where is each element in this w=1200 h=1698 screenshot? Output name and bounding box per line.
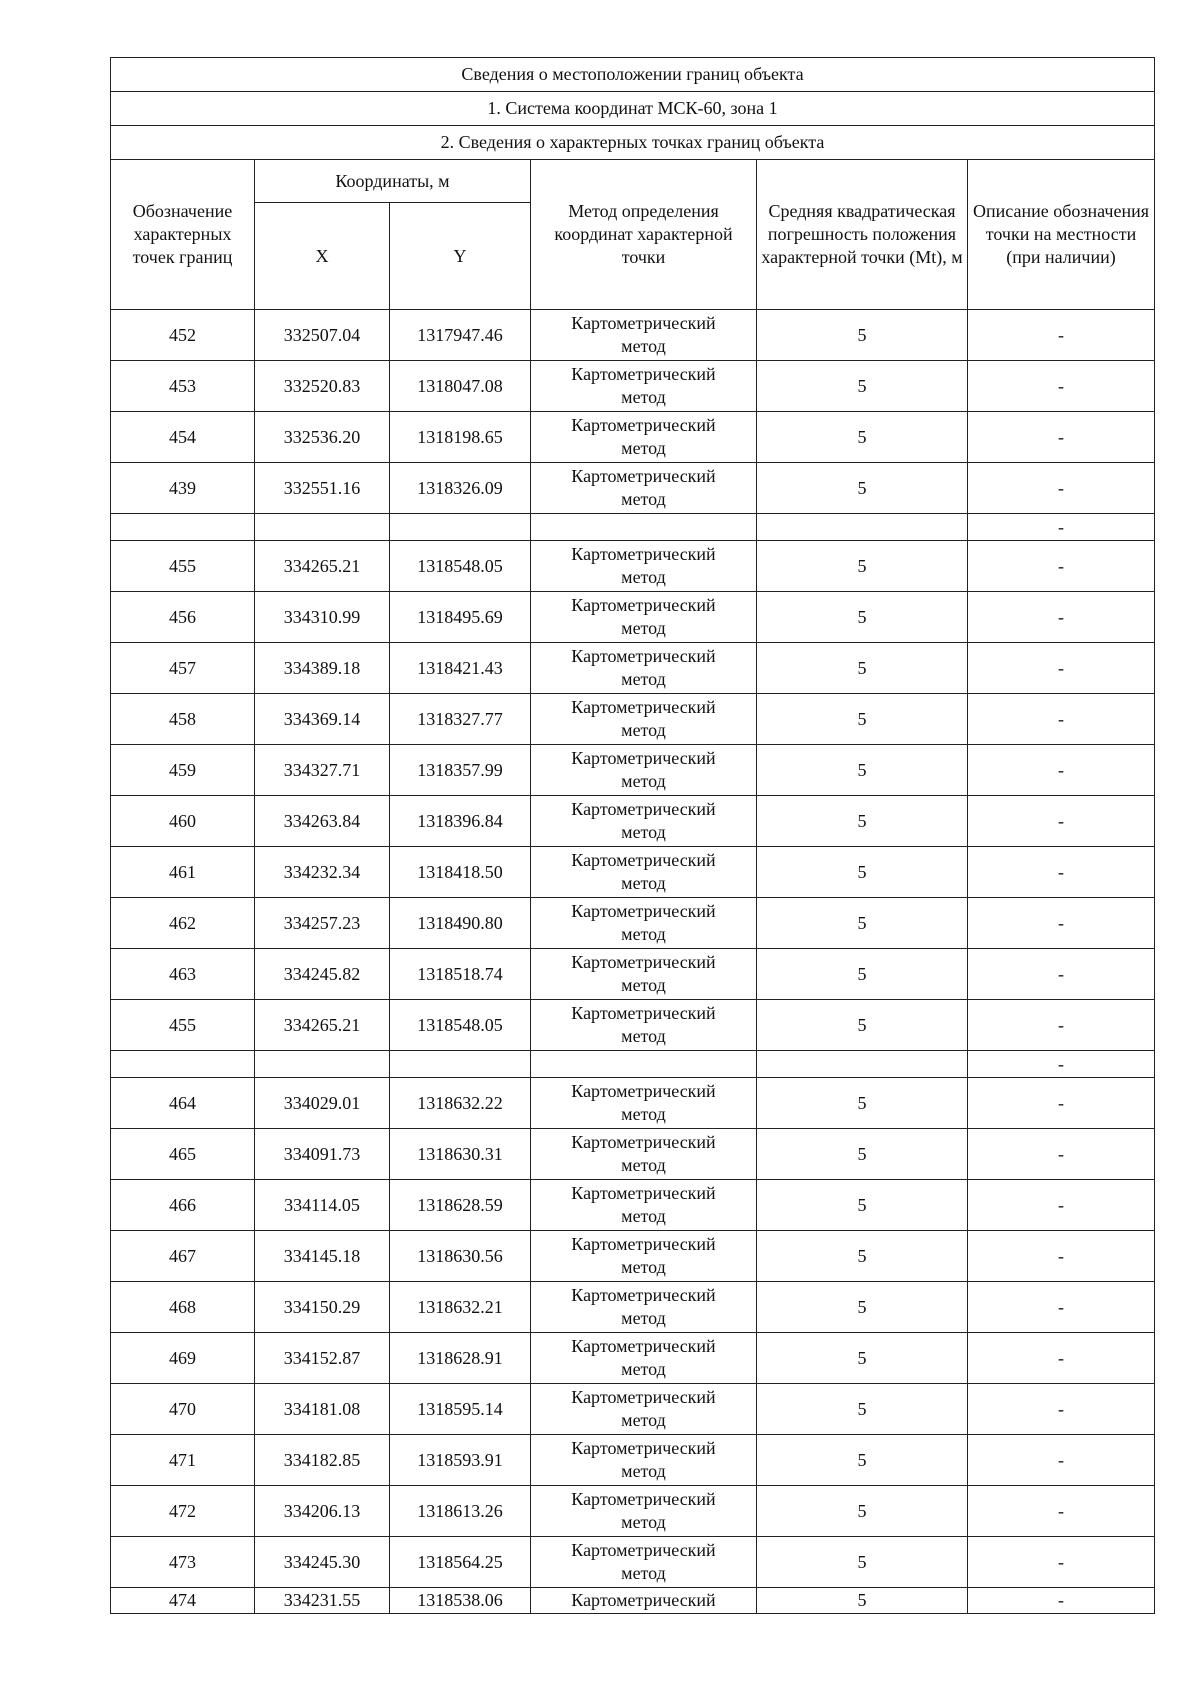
error-cell: 5 [757, 1078, 968, 1129]
coordinate-system: 1. Система координат МСК-60, зона 1 [111, 92, 1155, 126]
method-line-2: метод [621, 1410, 666, 1430]
x-cell: 334145.18 [255, 1231, 390, 1282]
point-cell: 439 [111, 463, 255, 514]
x-cell: 334182.85 [255, 1435, 390, 1486]
separator-row [111, 514, 1155, 541]
error-cell: 5 [757, 1180, 968, 1231]
method-line-2: метод [621, 669, 666, 689]
description-cell: - [968, 1000, 1155, 1051]
method-cell [531, 463, 757, 514]
header-y: Y [390, 203, 531, 310]
x-cell: 334150.29 [255, 1282, 390, 1333]
table-row [111, 949, 1155, 1000]
y-cell: 1318490.80 [390, 898, 531, 949]
method-cell [531, 1435, 757, 1486]
description-cell: - [968, 1180, 1155, 1231]
error-cell: 5 [757, 694, 968, 745]
error-cell: 5 [757, 1231, 968, 1282]
description-cell: - [968, 898, 1155, 949]
point-cell: 471 [111, 1435, 255, 1486]
method-line-2: метод [621, 1308, 666, 1328]
x-cell: 334152.87 [255, 1333, 390, 1384]
method-line-2: метод [621, 924, 666, 944]
x-cell: 334389.18 [255, 643, 390, 694]
y-cell: 1318396.84 [390, 796, 531, 847]
method-line-2: метод [621, 1104, 666, 1124]
method-line-2: метод [621, 1359, 666, 1379]
method-line-2: метод [621, 1512, 666, 1532]
x-cell: 334369.14 [255, 694, 390, 745]
point-cell: 452 [111, 310, 255, 361]
y-cell: 1318632.22 [390, 1078, 531, 1129]
y-cell: 1318593.91 [390, 1435, 531, 1486]
description-cell: - [968, 463, 1155, 514]
error-cell: 5 [757, 592, 968, 643]
y-cell: 1318538.06 [390, 1588, 531, 1614]
y-cell: 1318613.26 [390, 1486, 531, 1537]
y-cell: 1318357.99 [390, 745, 531, 796]
table-row [111, 1333, 1155, 1384]
point-cell: 461 [111, 847, 255, 898]
method-line-2: метод [621, 336, 666, 356]
empty-cell [255, 1051, 390, 1078]
method-cell [531, 1486, 757, 1537]
description-cell: - [968, 1078, 1155, 1129]
method-line-1: Картометрический [571, 313, 716, 333]
method-cell [531, 898, 757, 949]
method-line-1: Картометрический [571, 952, 716, 972]
method-line-2: метод [621, 1563, 666, 1583]
table-row [111, 1129, 1155, 1180]
x-cell: 334206.13 [255, 1486, 390, 1537]
y-cell: 1318628.91 [390, 1333, 531, 1384]
method-line-1: Картометрический [571, 595, 716, 615]
description-cell: - [968, 541, 1155, 592]
table-row [111, 643, 1155, 694]
error-cell: 5 [757, 1129, 968, 1180]
y-cell: 1318548.05 [390, 541, 531, 592]
empty-cell [531, 514, 757, 541]
point-cell: 465 [111, 1129, 255, 1180]
method-line-1: Картометрический [571, 364, 716, 384]
method-cell [531, 745, 757, 796]
description-cell: - [968, 1486, 1155, 1537]
point-cell: 457 [111, 643, 255, 694]
method-line-2: метод [621, 489, 666, 509]
error-cell: 5 [757, 361, 968, 412]
point-cell: 460 [111, 796, 255, 847]
method-line-2: метод [621, 720, 666, 740]
method-cell [531, 1282, 757, 1333]
description-cell: - [968, 1333, 1155, 1384]
table-row [111, 1078, 1155, 1129]
method-line-2: метод [621, 567, 666, 587]
table-row [111, 1537, 1155, 1588]
error-cell: 5 [757, 412, 968, 463]
x-cell: 334327.71 [255, 745, 390, 796]
point-cell: 454 [111, 412, 255, 463]
points-section-row [111, 126, 1155, 160]
point-cell: 472 [111, 1486, 255, 1537]
method-line-1: Картометрический [571, 1540, 716, 1560]
x-cell: 332536.20 [255, 412, 390, 463]
point-cell: 473 [111, 1537, 255, 1588]
y-cell: 1318326.09 [390, 463, 531, 514]
table-row [111, 1384, 1155, 1435]
method-cell [531, 1078, 757, 1129]
method-line-2: метод [621, 618, 666, 638]
separator-row [111, 1051, 1155, 1078]
y-cell: 1318518.74 [390, 949, 531, 1000]
empty-cell [390, 514, 531, 541]
y-cell: 1318564.25 [390, 1537, 531, 1588]
x-cell: 334265.21 [255, 1000, 390, 1051]
method-line-1: Картометрический [571, 415, 716, 435]
method-line-1: Картометрический [571, 799, 716, 819]
empty-cell [111, 1051, 255, 1078]
x-cell: 332551.16 [255, 463, 390, 514]
method-line-1: Картометрический [571, 1489, 716, 1509]
table-row [111, 847, 1155, 898]
error-cell: 5 [757, 541, 968, 592]
point-cell: 458 [111, 694, 255, 745]
table-row [111, 1282, 1155, 1333]
method-line-2: метод [621, 975, 666, 995]
description-cell: - [968, 643, 1155, 694]
table-row [111, 694, 1155, 745]
table-row [111, 1231, 1155, 1282]
x-cell: 334310.99 [255, 592, 390, 643]
x-cell: 334231.55 [255, 1588, 390, 1614]
method-cell [531, 412, 757, 463]
point-cell: 468 [111, 1282, 255, 1333]
method-line-2: метод [621, 1155, 666, 1175]
header-x: X [255, 203, 390, 310]
method-line-1: Картометрический [571, 901, 716, 921]
method-line-1: Картометрический [571, 1132, 716, 1152]
method-cell [531, 796, 757, 847]
title-row [111, 58, 1155, 92]
description-cell: - [968, 1588, 1155, 1614]
points-section-title: 2. Сведения о характерных точках границ объекта [111, 126, 1155, 160]
method-line-1: Картометрический [571, 1387, 716, 1407]
error-cell: 5 [757, 898, 968, 949]
method-line-2: метод [621, 1461, 666, 1481]
method-line-1: Картометрический [571, 1336, 716, 1356]
y-cell: 1318630.31 [390, 1129, 531, 1180]
description-cell: - [968, 1384, 1155, 1435]
x-cell: 334245.82 [255, 949, 390, 1000]
method-cell [531, 592, 757, 643]
method-line-1: Картометрический [571, 1285, 716, 1305]
method-line-2: метод [621, 1257, 666, 1277]
empty-cell [255, 514, 390, 541]
method-line-2: метод [621, 1206, 666, 1226]
header-point: Обозначение характерных точек границ [111, 160, 255, 310]
header-method: Метод определения координат характерной точки [531, 160, 757, 310]
description-cell: - [968, 796, 1155, 847]
error-cell: 5 [757, 310, 968, 361]
empty-cell [757, 1051, 968, 1078]
method-line-2: метод [621, 822, 666, 842]
boundary-points-table [110, 57, 1155, 1614]
x-cell: 332520.83 [255, 361, 390, 412]
empty-cell [757, 514, 968, 541]
description-cell: - [968, 514, 1155, 541]
coordinate-system-row [111, 92, 1155, 126]
method-line-1: Картометрический [571, 544, 716, 564]
error-cell: 5 [757, 463, 968, 514]
table-row [111, 412, 1155, 463]
y-cell: 1317947.46 [390, 310, 531, 361]
x-cell: 334029.01 [255, 1078, 390, 1129]
table-row [111, 1486, 1155, 1537]
table-row [111, 898, 1155, 949]
x-cell: 334245.30 [255, 1537, 390, 1588]
description-cell: - [968, 310, 1155, 361]
point-cell: 464 [111, 1078, 255, 1129]
table-row [111, 463, 1155, 514]
method-cell [531, 541, 757, 592]
point-cell: 469 [111, 1333, 255, 1384]
description-cell: - [968, 1231, 1155, 1282]
x-cell: 332507.04 [255, 310, 390, 361]
description-cell: - [968, 1282, 1155, 1333]
method-line-1: Картометрический [571, 1003, 716, 1023]
table-row [111, 1180, 1155, 1231]
x-cell: 334263.84 [255, 796, 390, 847]
description-cell: - [968, 412, 1155, 463]
x-cell: 334265.21 [255, 541, 390, 592]
error-cell: 5 [757, 1384, 968, 1435]
x-cell: 334091.73 [255, 1129, 390, 1180]
point-cell: 453 [111, 361, 255, 412]
table-row [111, 592, 1155, 643]
error-cell: 5 [757, 1588, 968, 1614]
point-cell: 463 [111, 949, 255, 1000]
error-cell: 5 [757, 745, 968, 796]
description-cell: - [968, 592, 1155, 643]
error-cell: 5 [757, 1435, 968, 1486]
y-cell: 1318327.77 [390, 694, 531, 745]
description-cell: - [968, 694, 1155, 745]
empty-cell [531, 1051, 757, 1078]
description-cell: - [968, 1129, 1155, 1180]
error-cell: 5 [757, 1333, 968, 1384]
table-row [111, 1588, 1155, 1614]
table-row [111, 361, 1155, 412]
method-line-2: метод [621, 873, 666, 893]
error-cell: 5 [757, 796, 968, 847]
point-cell: 455 [111, 541, 255, 592]
method-line-2: метод [621, 1026, 666, 1046]
header-coords: Координаты, м [255, 160, 531, 203]
method-line-1: Картометрический [571, 748, 716, 768]
point-cell: 467 [111, 1231, 255, 1282]
y-cell: 1318595.14 [390, 1384, 531, 1435]
x-cell: 334181.08 [255, 1384, 390, 1435]
table-row [111, 1000, 1155, 1051]
method-cell [531, 1180, 757, 1231]
y-cell: 1318630.56 [390, 1231, 531, 1282]
error-cell: 5 [757, 847, 968, 898]
method-line-2: метод [621, 387, 666, 407]
method-line-1: Картометрический [571, 646, 716, 666]
y-cell: 1318632.21 [390, 1282, 531, 1333]
point-cell: 462 [111, 898, 255, 949]
error-cell: 5 [757, 949, 968, 1000]
point-cell: 455 [111, 1000, 255, 1051]
header-error: Средняя квадратическая погрешность положения характерной точки (Mt), м [757, 160, 968, 310]
x-cell: 334232.34 [255, 847, 390, 898]
method-cell [531, 361, 757, 412]
point-cell: 474 [111, 1588, 255, 1614]
point-cell: 459 [111, 745, 255, 796]
description-cell: - [968, 847, 1155, 898]
y-cell: 1318495.69 [390, 592, 531, 643]
point-cell: 470 [111, 1384, 255, 1435]
header-description: Описание обозначения точки на местности (при наличии) [968, 160, 1155, 310]
error-cell: 5 [757, 1486, 968, 1537]
method-cell [531, 694, 757, 745]
method-line-1: Картометрический [571, 1183, 716, 1203]
error-cell: 5 [757, 643, 968, 694]
description-cell: - [968, 1537, 1155, 1588]
point-cell: 456 [111, 592, 255, 643]
method-cell [531, 1384, 757, 1435]
y-cell: 1318418.50 [390, 847, 531, 898]
method-line-2: метод [621, 438, 666, 458]
table-row [111, 541, 1155, 592]
description-cell: - [968, 949, 1155, 1000]
y-cell: 1318548.05 [390, 1000, 531, 1051]
method-cell [531, 1537, 757, 1588]
method-line-1: Картометрический [571, 1438, 716, 1458]
description-cell: - [968, 745, 1155, 796]
method-cell [531, 949, 757, 1000]
y-cell: 1318421.43 [390, 643, 531, 694]
y-cell: 1318047.08 [390, 361, 531, 412]
empty-cell [111, 514, 255, 541]
method-cell [531, 1000, 757, 1051]
point-cell: 466 [111, 1180, 255, 1231]
method-cell [531, 1231, 757, 1282]
error-cell: 5 [757, 1282, 968, 1333]
method-line-1: Картометрический [571, 1234, 716, 1254]
header-row [111, 160, 1155, 203]
table-title: Сведения о местоположении границ объекта [111, 58, 1155, 92]
method-line-2: метод [621, 771, 666, 791]
description-cell: - [968, 1051, 1155, 1078]
description-cell: - [968, 361, 1155, 412]
y-cell: 1318198.65 [390, 412, 531, 463]
table-row [111, 796, 1155, 847]
method-cell [531, 1588, 757, 1614]
method-cell [531, 1333, 757, 1384]
table-row [111, 310, 1155, 361]
error-cell: 5 [757, 1000, 968, 1051]
method-line-1: Картометрический [571, 466, 716, 486]
method-line-1: Картометрический [571, 1081, 716, 1101]
method-cell [531, 847, 757, 898]
method-line-1: Картометрический [571, 1590, 716, 1610]
method-cell [531, 1129, 757, 1180]
y-cell: 1318628.59 [390, 1180, 531, 1231]
method-cell [531, 643, 757, 694]
error-cell: 5 [757, 1537, 968, 1588]
x-cell: 334257.23 [255, 898, 390, 949]
table-row [111, 745, 1155, 796]
method-line-1: Картометрический [571, 850, 716, 870]
table-row [111, 1435, 1155, 1486]
method-line-1: Картометрический [571, 697, 716, 717]
description-cell: - [968, 1435, 1155, 1486]
method-cell [531, 310, 757, 361]
x-cell: 334114.05 [255, 1180, 390, 1231]
empty-cell [390, 1051, 531, 1078]
